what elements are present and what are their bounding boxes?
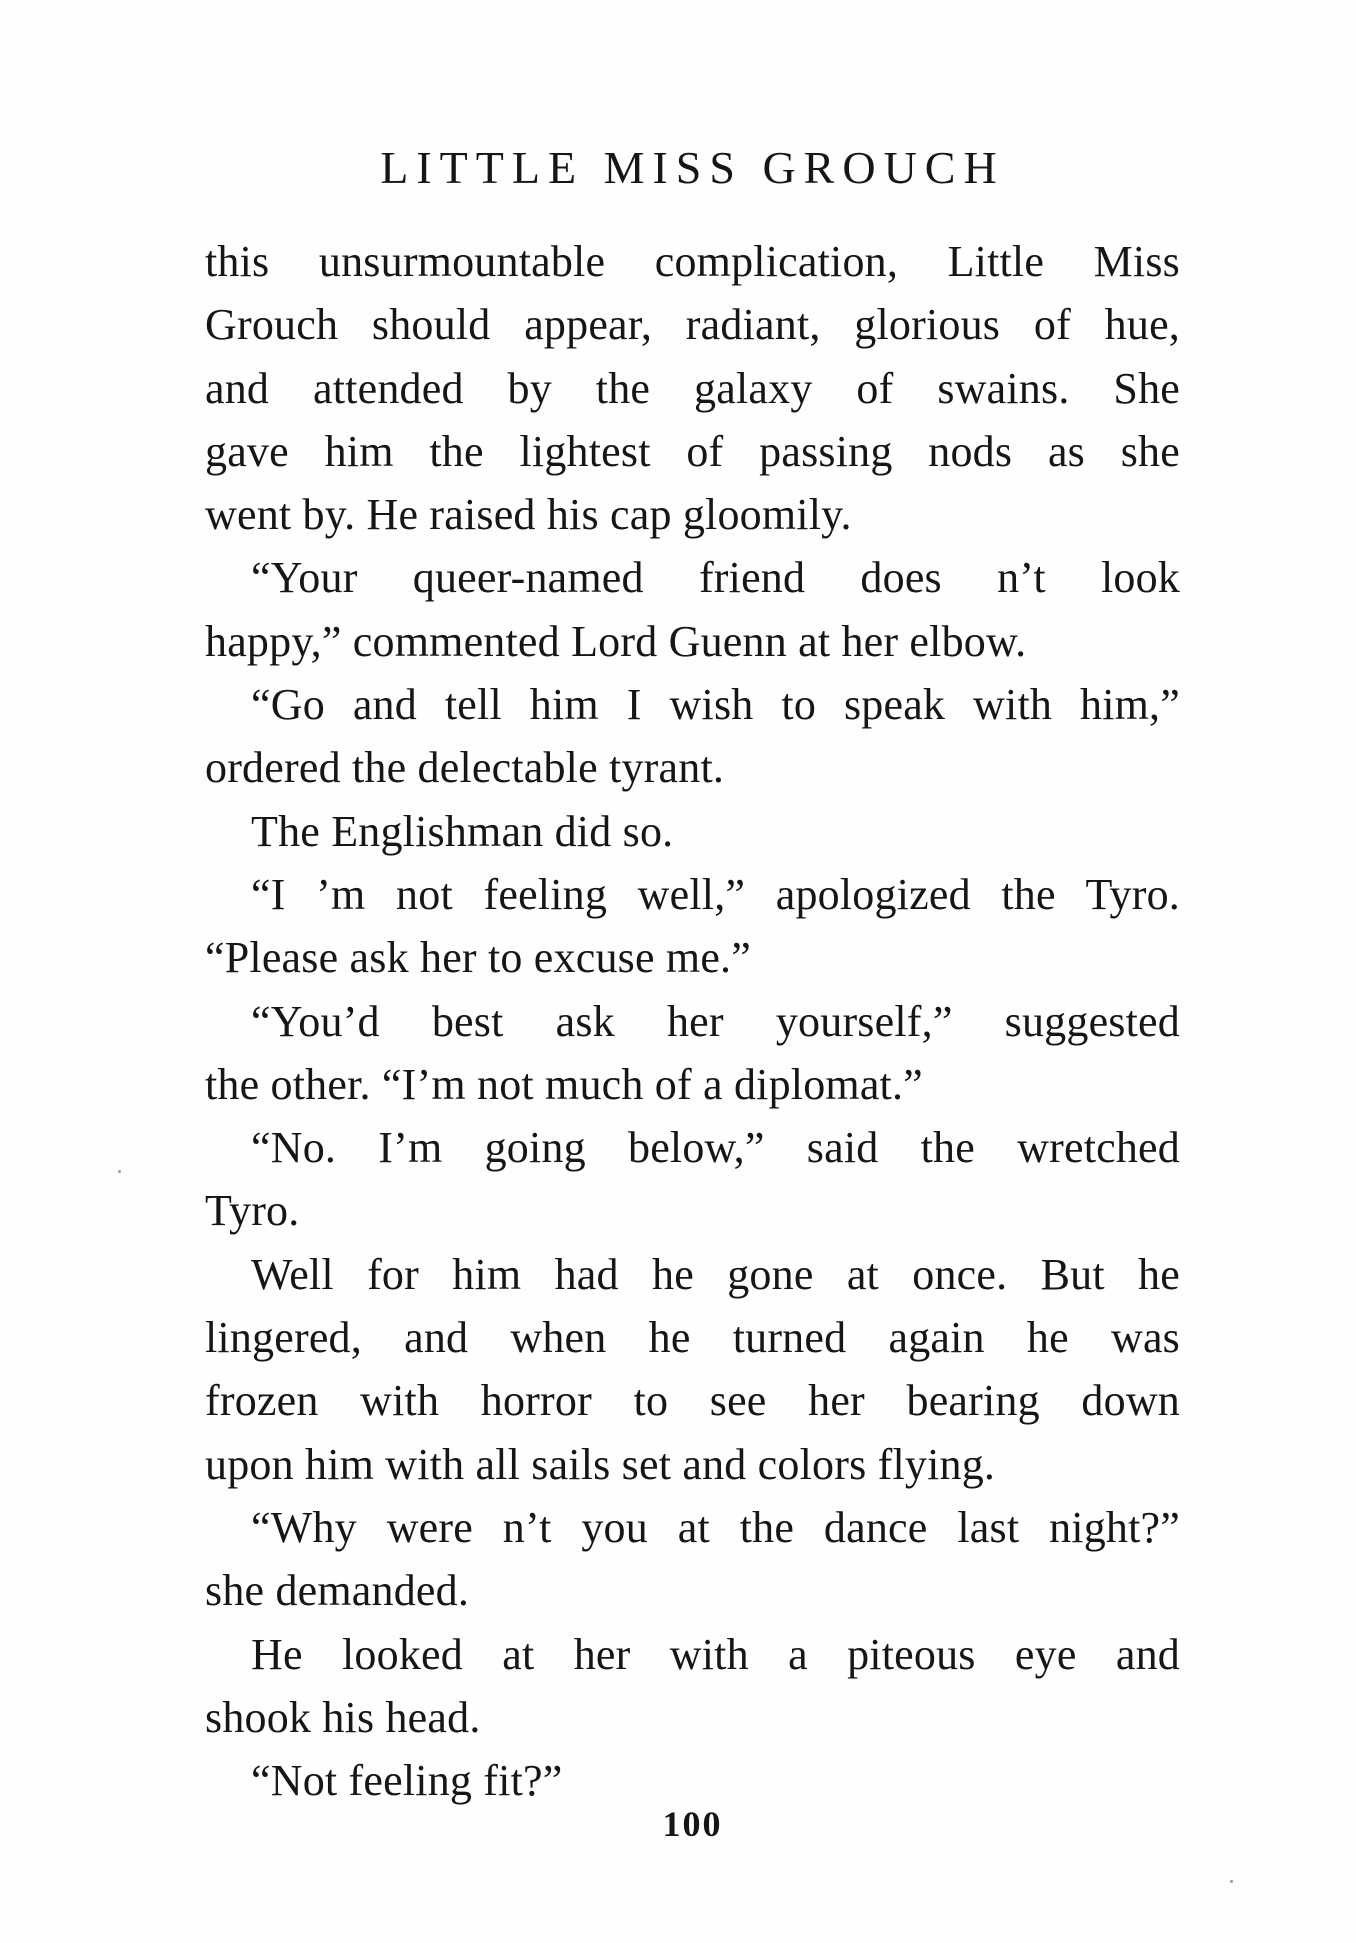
text-line: Grouch should appear, radiant, glorious of hue, bbox=[205, 300, 1180, 350]
text-line: ordered the delectable tyrant. bbox=[205, 743, 725, 793]
page-number: 100 bbox=[662, 1804, 723, 1844]
text-line: He looked at her with a piteous eye and bbox=[251, 1629, 1180, 1679]
paper-speck bbox=[1230, 1880, 1233, 1883]
text-line: “Go and tell him I wish to speak with him,” bbox=[251, 680, 1180, 730]
text-line: “You’d best ask her yourself,” suggested bbox=[251, 996, 1180, 1046]
text-line: lingered, and when he turned again he was bbox=[205, 1313, 1180, 1363]
text-line: the other. “I’m not much of a diplomat.” bbox=[205, 1059, 923, 1109]
body-text bbox=[205, 230, 1180, 1812]
text-line: “Your queer-named friend does n’t look bbox=[251, 553, 1180, 603]
text-line: and attended by the galaxy of swains. She bbox=[205, 363, 1180, 413]
text-line: upon him with all sails set and colors flying. bbox=[205, 1439, 996, 1489]
text-line: “No. I’m going below,” said the wretched bbox=[251, 1123, 1180, 1173]
text-line: shook his head. bbox=[205, 1692, 481, 1742]
text-line: The Englishman did so. bbox=[251, 806, 674, 856]
text-line: went by. He raised his cap gloomily. bbox=[205, 490, 852, 540]
text-line: Tyro. bbox=[205, 1186, 300, 1236]
text-line: Well for him had he gone at once. But he bbox=[251, 1249, 1180, 1299]
text-line: this unsurmountable complication, Little Miss bbox=[205, 237, 1180, 286]
paper-speck bbox=[118, 1170, 121, 1173]
text-line: frozen with horror to see her bearing down bbox=[205, 1376, 1180, 1426]
text-line: “Please ask her to excuse me.” bbox=[205, 933, 751, 983]
text-line: happy,” commented Lord Guenn at her elbow. bbox=[205, 616, 1027, 666]
text-line: she demanded. bbox=[205, 1566, 470, 1616]
text-line: “Not feeling fit?” bbox=[251, 1756, 563, 1806]
text-line: “I ’m not feeling well,” apologized the Tyro. bbox=[251, 869, 1180, 919]
running-head: LITTLE MISS GROUCH bbox=[380, 142, 1005, 193]
text-line: “Why were n’t you at the dance last night?” bbox=[251, 1502, 1180, 1552]
text-line: gave him the lightest of passing nods as she bbox=[205, 426, 1180, 476]
